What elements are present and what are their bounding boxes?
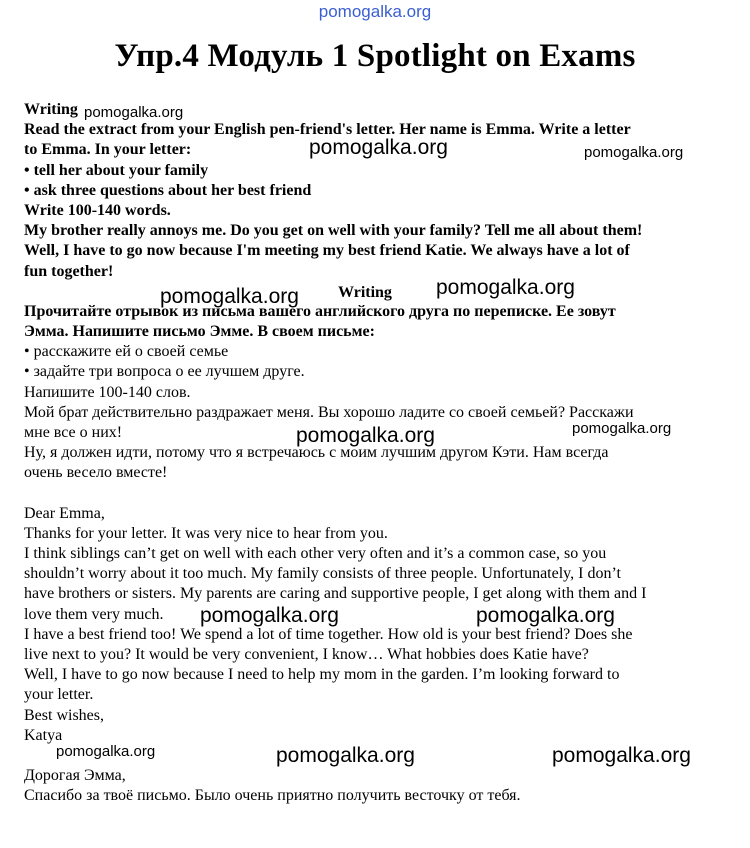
russian-letter-line: Спасибо за твоё письмо. Было очень приятно получить весточку от тебя. (24, 787, 521, 805)
watermark: pomogalka.org (56, 743, 156, 760)
russian-task-line: Прочитайте отрывок из письма вашего английского друга по переписке. Ее зовут (24, 302, 616, 320)
watermark: pomogalka.org (309, 136, 448, 159)
document-body (24, 100, 724, 807)
letter-line: live next to you? It would be very convenient, I know… What hobbies does Katie have? (24, 646, 589, 664)
watermark: pomogalka.org (476, 604, 615, 627)
english-task-line: Well, I have to go now because I'm meeting my best friend Katie. We always have a lot of (24, 242, 630, 260)
watermark: pomogalka.org (296, 424, 435, 447)
watermark: pomogalka.org (584, 144, 684, 161)
english-task-line: • tell her about your family (24, 161, 209, 179)
letter-line: have brothers or sisters. My parents are caring and supportive people, I get along with them and I (24, 585, 647, 603)
letter-line: your letter. (24, 686, 94, 704)
russian-task-heading: Writing (338, 284, 392, 301)
watermark: pomogalka.org (84, 104, 184, 121)
letter-line: Well, I have to go now because I need to help my mom in the garden. I’m looking forward to (24, 666, 620, 684)
letter-line: Dear Emma, (24, 504, 105, 522)
russian-task-line: мне все о них! (24, 424, 123, 442)
english-task-heading: Writing (24, 101, 78, 118)
watermark: pomogalka.org (160, 285, 299, 308)
site-watermark-top: pomogalka.org (318, 2, 432, 21)
russian-task-line: Эмма. Напишите письмо Эмме. В своем письме: (24, 323, 375, 341)
english-task-line: • ask three questions about her best friend (24, 181, 312, 199)
watermark: pomogalka.org (572, 420, 672, 437)
russian-task-line: Ну, я должен идти, потому что я встречаюсь с моим лучшим другом Кэти. Нам всегда (24, 444, 609, 462)
russian-task-line: Напишите 100-140 слов. (24, 383, 191, 401)
letter-line: I have a best friend too! We spend a lot of time together. How old is your best friend? Does she (24, 625, 633, 643)
russian-task-line: Мой брат действительно раздражает меня. Вы хорошо ладите со своей семьей? Расскажи (24, 403, 634, 421)
watermark: pomogalka.org (552, 744, 691, 767)
watermark: pomogalka.org (200, 604, 339, 627)
letter-line: I think siblings can’t get on well with each other very often and it’s a common case, so you (24, 545, 607, 563)
english-task-line: Read the extract from your English pen-friend's letter. Her name is Emma. Write a letter (24, 121, 631, 139)
russian-task-line: очень весело вместе! (24, 464, 168, 482)
english-task-line: Write 100-140 words. (24, 202, 171, 220)
letter-line: shouldn’t worry about it too much. My family consists of three people. Unfortunately, I don’t (24, 565, 621, 583)
russian-letter-line: Дорогая Эмма, (24, 767, 126, 785)
watermark: pomogalka.org (276, 744, 415, 767)
english-task-line: fun together! (24, 262, 114, 280)
letter-line: Thanks for your letter. It was very nice to hear from you. (24, 524, 388, 542)
watermark: pomogalka.org (436, 276, 575, 299)
letter-line: Katya (24, 726, 63, 744)
english-task-line: My brother really annoys me. Do you get on well with your family? Tell me all about them! (24, 222, 643, 240)
russian-task-line: • расскажите ей о своей семье (24, 343, 229, 361)
page-title: Упр.4 Модуль 1 Spotlight on Exams (114, 38, 636, 74)
english-task-line: to Emma. In your letter: (24, 141, 192, 159)
russian-task-line: • задайте три вопроса о ее лучшем друге. (24, 363, 305, 381)
letter-line: Best wishes, (24, 706, 104, 724)
letter-line: love them very much. (24, 605, 164, 623)
